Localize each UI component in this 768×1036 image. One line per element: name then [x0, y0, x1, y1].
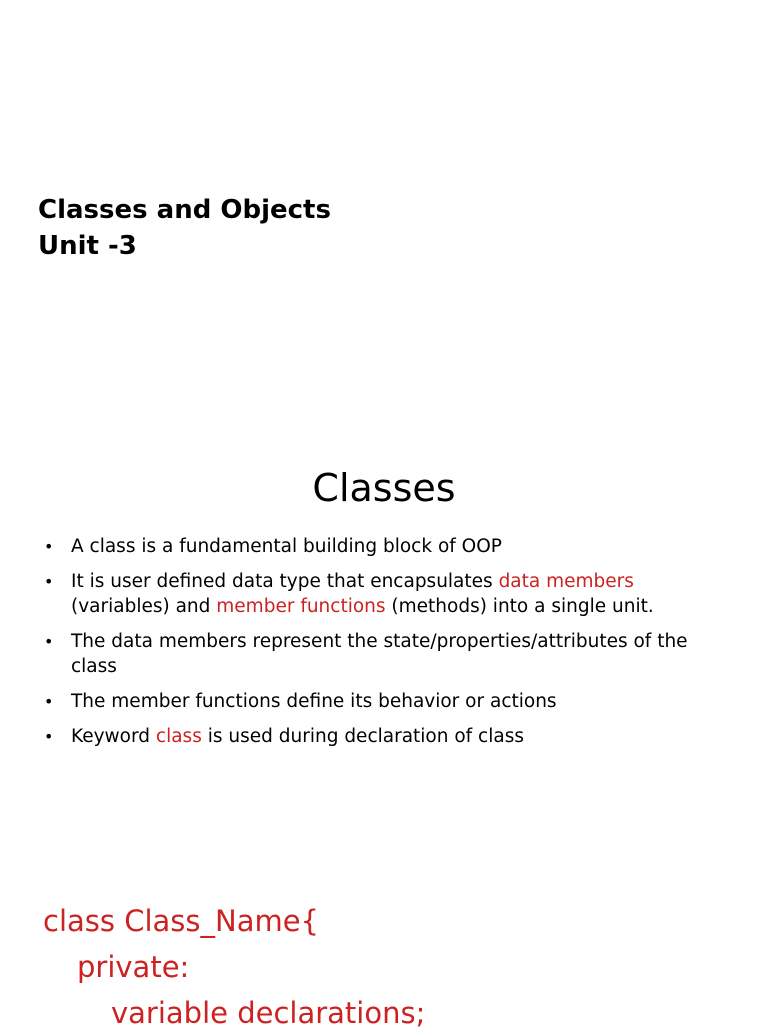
bullet-dot-icon: •: [44, 537, 54, 556]
code-line-3: variable declarations;: [111, 996, 426, 1030]
code-sample: [43, 898, 425, 1036]
bullet-item: [38, 534, 718, 559]
bullet-item: [38, 569, 718, 619]
bullet-dot-icon: •: [44, 632, 54, 651]
bullet-dot-icon: •: [44, 727, 54, 746]
highlight-class-keyword: class: [155, 726, 202, 747]
bullet-item: [38, 724, 718, 749]
code-line-2: private:: [77, 950, 190, 984]
bullet-text: is used during declaration of class: [201, 726, 524, 747]
slide-title-line-2: Unit -3: [38, 231, 137, 261]
highlight-member-functions: member functions: [216, 596, 386, 617]
slide-title-line-1: Classes and Objects: [38, 195, 331, 225]
bullet-text: The data members represent the state/properties/attributes of the class: [71, 631, 688, 677]
bullet-dot-icon: •: [44, 572, 54, 591]
bullet-text: (variables) and: [71, 596, 217, 617]
slide-title: [38, 192, 331, 264]
code-line-1: class Class_Name{: [43, 904, 320, 938]
bullet-item: [38, 629, 718, 679]
bullet-text: It is user defined data type that encapsulates: [71, 571, 499, 592]
bullet-text: (methods) into a single unit.: [385, 596, 654, 617]
bullet-text: A class is a fundamental building block of OOP: [71, 536, 502, 557]
bullet-list: [38, 534, 718, 759]
bullet-item: [38, 689, 718, 714]
bullet-text: The member functions define its behavior or actions: [71, 691, 557, 712]
bullet-text: Keyword: [71, 726, 156, 747]
bullet-dot-icon: •: [44, 692, 54, 711]
highlight-data-members: data members: [498, 571, 634, 592]
section-heading: Classes: [312, 466, 456, 510]
